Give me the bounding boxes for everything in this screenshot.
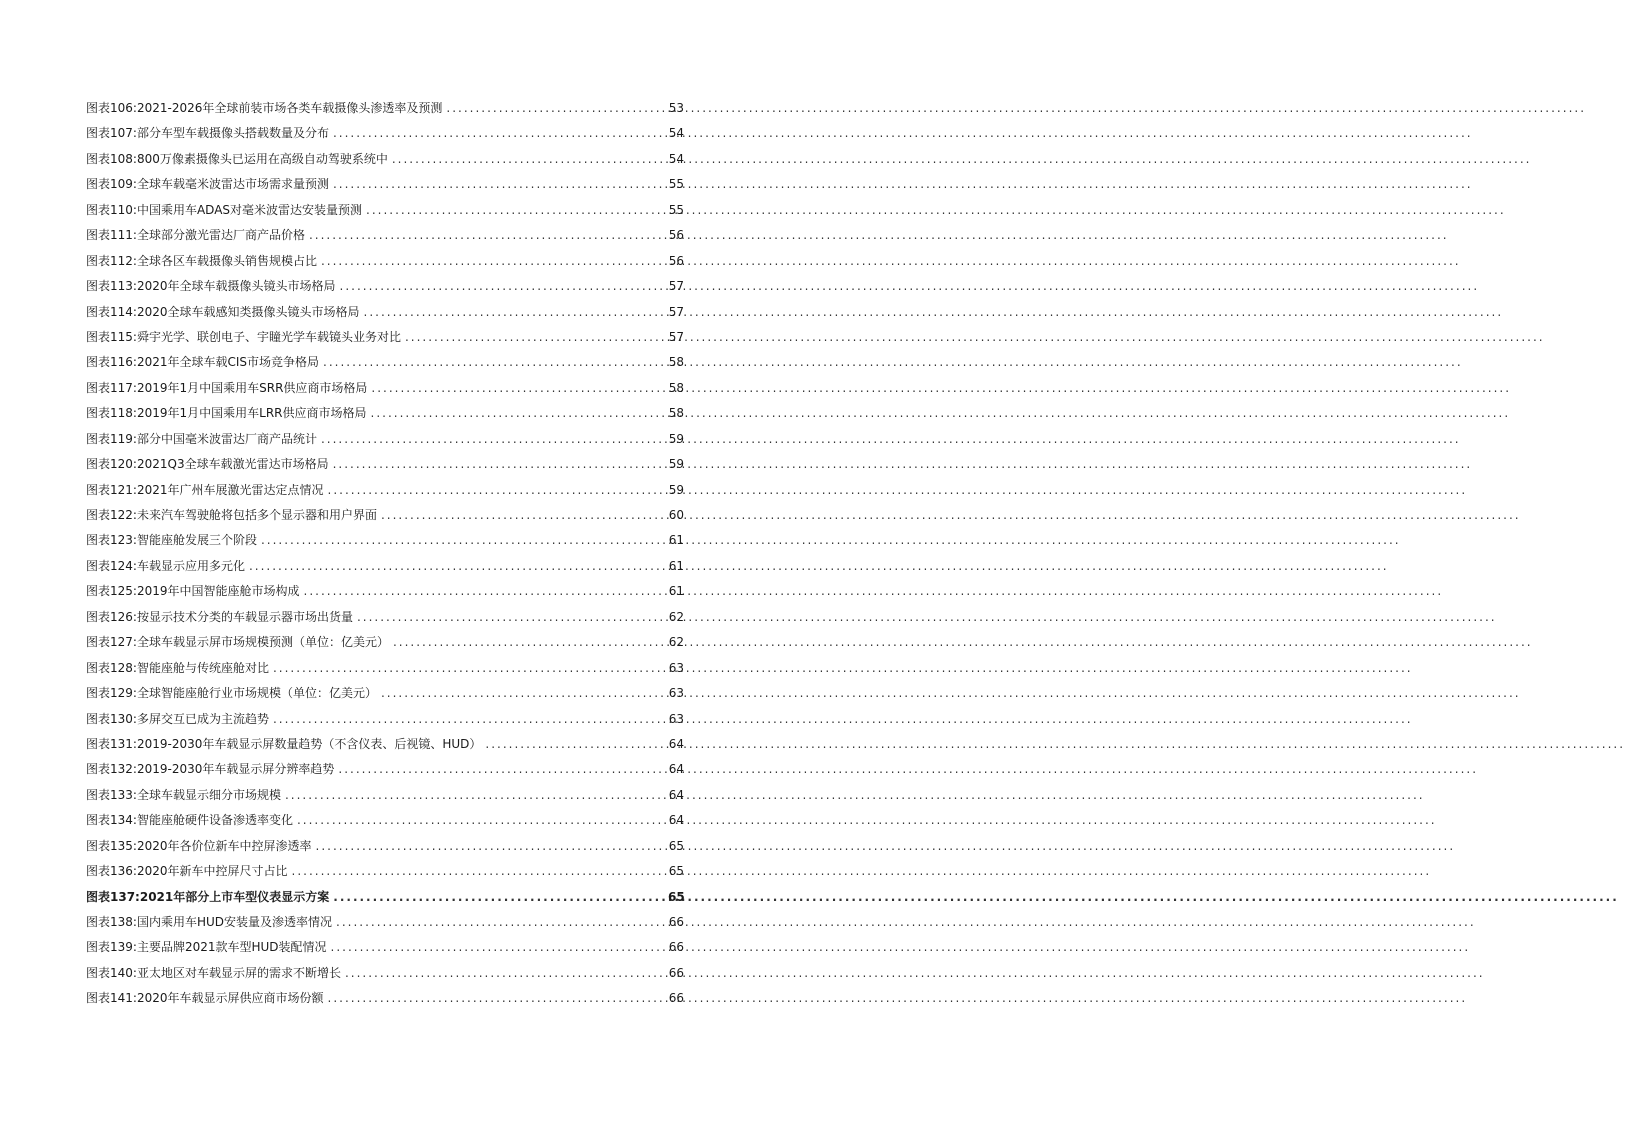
page-number: 56 (668, 228, 684, 243)
page-number: 61 (668, 533, 684, 548)
dot-leader (371, 401, 665, 426)
page-number: 62 (668, 635, 684, 650)
toc-entry[interactable] (86, 808, 684, 833)
figure-number: 图表114: (86, 304, 137, 319)
figure-title: 未来汽车驾驶舱将包括多个显示器和用户界面 (136, 508, 377, 522)
toc-entry[interactable] (86, 350, 684, 375)
toc-entry[interactable] (86, 478, 684, 503)
dot-leader (304, 579, 665, 604)
figure-number: 图表108: (86, 151, 137, 166)
figure-number: 图表133: (86, 787, 137, 802)
toc-entry[interactable] (86, 249, 684, 274)
figure-title: 中国乘用车ADAS对毫米波雷达安装量预测 (136, 202, 363, 217)
dot-leader (381, 681, 664, 706)
figure-number: 图表137: (86, 889, 140, 904)
toc-entry[interactable] (86, 147, 684, 172)
toc-entry[interactable] (86, 656, 684, 681)
page-number: 57 (668, 279, 684, 294)
toc-entry[interactable] (86, 401, 684, 426)
toc-entry[interactable] (86, 757, 684, 782)
figure-number: 图表119: (86, 431, 137, 446)
figure-title: 2020年各价位新车中控屏渗透率 (136, 838, 312, 853)
figure-number: 图表127: (86, 635, 137, 650)
dot-leader (321, 427, 664, 452)
toc-entry[interactable] (86, 910, 684, 935)
toc-entry[interactable] (86, 986, 684, 1011)
page-number: 57 (668, 329, 684, 344)
page-number: 64 (668, 736, 684, 751)
dot-leader (328, 478, 665, 503)
figure-title: 全球智能座舱行业市场规模（单位：亿美元） (136, 686, 377, 701)
page-number: 64 (668, 813, 684, 828)
page-number: 55 (668, 177, 684, 192)
figure-number: 图表134: (86, 813, 137, 828)
dot-leader (273, 656, 664, 681)
toc-entry[interactable] (86, 732, 684, 757)
figure-number: 图表138: (86, 915, 137, 929)
figure-title: 智能座舱硬件设备渗透率变化 (136, 813, 293, 828)
figure-number: 图表136: (86, 864, 137, 879)
dot-leader (340, 274, 665, 299)
toc-entry[interactable] (86, 121, 684, 146)
figure-title: 全球各区车载摄像头销售规模占比 (136, 253, 317, 268)
figure-number: 图表122: (86, 508, 137, 522)
dot-leader (371, 376, 664, 401)
dot-leader (336, 910, 664, 935)
dot-leader (323, 350, 664, 375)
figure-number: 图表112: (86, 253, 137, 268)
figure-title: 2020年车载显示屏供应商市场份额 (136, 991, 324, 1006)
figure-title: 全球车载毫米波雷达市场需求量预测 (136, 177, 329, 192)
dot-leader (316, 834, 665, 859)
dot-leader (364, 300, 665, 325)
figure-number: 图表130: (86, 711, 137, 726)
figure-title: 车载显示应用多元化 (136, 558, 245, 573)
dot-leader (273, 707, 664, 732)
toc-entry[interactable] (86, 554, 684, 579)
figure-number: 图表118: (86, 406, 137, 421)
toc-entry[interactable] (86, 885, 684, 910)
toc-entry[interactable] (86, 707, 684, 732)
page-number: 58 (668, 406, 684, 421)
figure-title: 2019-2030年车载显示屏数量趋势（不含仪表、后视镜、HUD） (136, 736, 482, 751)
figure-title: 多屏交互已成为主流趋势 (136, 711, 269, 726)
figure-number: 图表117: (86, 380, 137, 395)
toc-entry[interactable] (86, 427, 684, 452)
dot-leader (357, 605, 664, 630)
page-number: 63 (668, 686, 684, 701)
figure-title: 2020年全球车载摄像头镜头市场格局 (136, 279, 336, 294)
toc-entry[interactable] (86, 834, 684, 859)
figure-title: 亚太地区对车载显示屏的需求不断增长 (136, 965, 341, 980)
page-number: 64 (668, 787, 684, 802)
dot-leader (381, 503, 664, 528)
dot-leader (338, 757, 664, 782)
dot-leader (285, 783, 664, 808)
figure-number: 图表113: (86, 279, 137, 294)
figure-number: 图表110: (86, 202, 137, 217)
toc-entry[interactable] (86, 681, 684, 706)
figure-number: 图表139: (86, 940, 137, 955)
page-number: 66 (668, 940, 684, 955)
dot-leader (333, 121, 664, 146)
figure-number: 图表125: (86, 584, 137, 599)
page-number: 59 (668, 431, 684, 446)
toc-entry[interactable] (86, 172, 684, 197)
dot-leader (393, 630, 664, 655)
page-number: 64 (668, 762, 684, 777)
toc-entry[interactable] (86, 859, 684, 884)
page-number: 65 (668, 864, 684, 879)
page-number: 56 (668, 253, 684, 268)
figure-title: 部分中国毫米波雷达厂商产品统计 (136, 431, 317, 446)
figure-title: 主要品牌2021款车型HUD装配情况 (136, 940, 327, 955)
figure-title: 2020全球车载感知类摄像头镜头市场格局 (136, 304, 360, 319)
figure-number: 图表111: (86, 228, 137, 243)
dot-leader (331, 935, 664, 960)
figure-number: 图表135: (86, 838, 137, 853)
dot-leader (366, 198, 664, 223)
figure-number: 图表131: (86, 736, 137, 751)
figure-number: 图表123: (86, 533, 137, 548)
dot-leader (485, 732, 664, 757)
dot-leader (333, 452, 664, 477)
figure-title: 智能座舱发展三个阶段 (136, 533, 257, 548)
figure-number: 图表141: (86, 991, 137, 1006)
dot-leader (261, 528, 664, 553)
figure-title: 2021年全球车载CIS市场竞争格局 (136, 355, 320, 370)
dot-leader (446, 96, 664, 121)
figure-number: 图表120: (86, 457, 137, 472)
page-number: 65 (668, 838, 684, 853)
page-number: 62 (668, 609, 684, 624)
figure-title: 按显示技术分类的车载显示器市场出货量 (136, 609, 353, 624)
page-number: 54 (668, 151, 684, 166)
page-number: 58 (668, 380, 684, 395)
dot-leader (321, 249, 664, 274)
figure-title: 部分车型车载摄像头搭载数量及分布 (136, 126, 329, 141)
toc-entry[interactable] (86, 198, 684, 223)
figure-number: 图表132: (86, 762, 137, 777)
page-number: 63 (668, 711, 684, 726)
figure-number: 图表128: (86, 660, 137, 675)
dot-leader (333, 885, 664, 910)
figure-title: 2019年1月中国乘用车LRR供应商市场格局 (136, 406, 367, 421)
figure-number: 图表129: (86, 686, 137, 701)
toc-entry[interactable] (86, 376, 684, 401)
figure-title: 国内乘用车HUD安装量及渗透率情况 (136, 915, 333, 929)
figure-title: 2020年新车中控屏尺寸占比 (136, 864, 288, 879)
figure-title: 2021年部分上市车型仪表显示方案 (139, 889, 330, 904)
figure-number: 图表124: (86, 558, 137, 573)
table-of-figures (86, 96, 684, 1012)
page-number: 63 (668, 660, 684, 675)
toc-entry[interactable] (86, 579, 684, 604)
page-number: 65 (668, 889, 685, 904)
page-number: 59 (668, 482, 684, 497)
toc-entry[interactable] (86, 630, 684, 655)
page-number: 66 (668, 915, 684, 929)
toc-entry[interactable] (86, 452, 684, 477)
figure-title: 2021-2026年全球前装市场各类车载摄像头渗透率及预测 (136, 101, 443, 115)
toc-entry[interactable] (86, 503, 684, 528)
figure-title: 智能座舱与传统座舱对比 (136, 660, 269, 675)
page-number: 55 (668, 202, 684, 217)
page-number: 61 (668, 584, 684, 599)
toc-entry[interactable] (86, 783, 684, 808)
toc-entry[interactable] (86, 96, 684, 121)
toc-entry[interactable] (86, 961, 684, 986)
dot-leader (309, 223, 664, 248)
dot-leader (249, 554, 664, 579)
page-number: 58 (668, 355, 684, 370)
dot-leader (392, 147, 664, 172)
toc-entry[interactable] (86, 528, 684, 553)
page-number: 60 (668, 508, 684, 522)
toc-entry[interactable] (86, 605, 684, 630)
toc-entry[interactable] (86, 325, 684, 350)
figure-title: 全球车载显示细分市场规模 (136, 787, 281, 802)
figure-title: 舜宇光学、联创电子、宇瞳光学车载镜头业务对比 (136, 329, 401, 344)
page-number: 53 (668, 101, 684, 115)
dot-leader (297, 808, 664, 833)
figure-title: 全球车载显示屏市场规模预测（单位：亿美元） (136, 635, 389, 650)
figure-number: 图表115: (86, 329, 137, 344)
dot-leader (405, 325, 664, 350)
figure-number: 图表107: (86, 126, 137, 141)
figure-title: 2019年1月中国乘用车SRR供应商市场格局 (136, 380, 368, 395)
dot-leader (328, 986, 665, 1011)
figure-title: 800万像素摄像头已运用在高级自动驾驶系统中 (136, 151, 388, 166)
figure-number: 图表116: (86, 355, 137, 370)
figure-number: 图表106: (86, 101, 137, 115)
figure-title: 全球部分激光雷达厂商产品价格 (136, 228, 305, 243)
page-number: 66 (668, 965, 684, 980)
figure-number: 图表121: (86, 482, 137, 497)
page-number: 57 (668, 304, 684, 319)
dot-leader (345, 961, 664, 986)
page-number: 54 (668, 126, 684, 141)
dot-leader (292, 859, 665, 884)
toc-entry[interactable] (86, 935, 684, 960)
toc-entry[interactable] (86, 274, 684, 299)
figure-number: 图表140: (86, 965, 137, 980)
figure-title: 2021年广州车展激光雷达定点情况 (136, 482, 324, 497)
page-number: 66 (668, 991, 684, 1006)
dot-leader (333, 172, 664, 197)
figure-title: 2021Q3全球车载激光雷达市场格局 (136, 457, 329, 472)
figure-number: 图表109: (86, 177, 137, 192)
toc-entry[interactable] (86, 300, 684, 325)
toc-entry[interactable] (86, 223, 684, 248)
figure-number: 图表126: (86, 609, 137, 624)
figure-title: 2019-2030年车载显示屏分辨率趋势 (136, 762, 335, 777)
page-number: 59 (668, 457, 684, 472)
figure-title: 2019年中国智能座舱市场构成 (136, 584, 300, 599)
page-number: 61 (668, 558, 684, 573)
